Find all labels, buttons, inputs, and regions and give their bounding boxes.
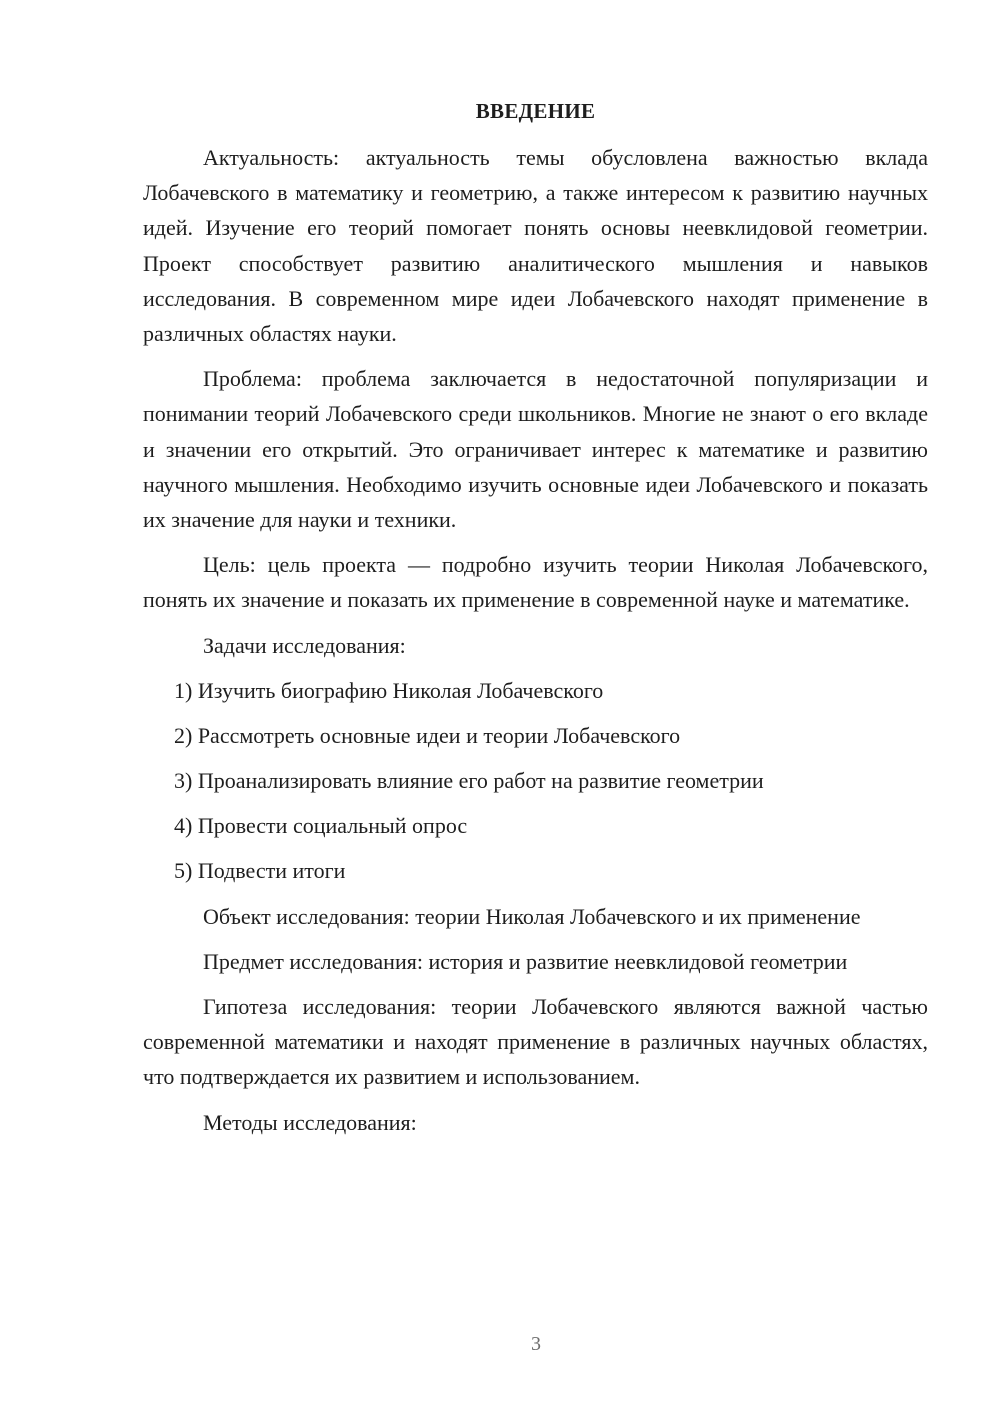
task-item: 1) Изучить биографию Николая Лобачевского xyxy=(174,677,604,703)
task-item: 5) Подвести итоги xyxy=(174,858,346,884)
relevance-paragraph: Актуальность: актуальность темы обусловлена важностью вклада Лобачевского в математику и геометрию, а также интересом к развитию научных идей. Изучение его теорий помогает понять основы неевклидовой геометрии. Проект способствует развитию аналитического мышления и навыков исследования. В современном мире идеи Лобачевского находят применение в различных областях науки. xyxy=(143,145,928,347)
goal-paragraph: Цель: цель проекта — подробно изучить теории Николая Лобачевского, понять их значение и показать их применение в современной науке и математике. xyxy=(143,552,928,613)
section-heading: ВВЕДЕНИЕ xyxy=(475,99,596,123)
task-item: 4) Провести социальный опрос xyxy=(174,813,468,839)
hypothesis-paragraph: Гипотеза исследования: теории Лобачевского являются важной частью современной математики и находят применение в различных научных областях, что подтверждается их развитием и использованием. xyxy=(143,993,928,1090)
tasks-list xyxy=(143,673,928,889)
methods-title: Методы исследования: xyxy=(203,1109,417,1135)
object-paragraph: Объект исследования: теории Николая Лобачевского и их применение xyxy=(203,903,861,929)
task-item: 2) Рассмотреть основные идеи и теории Лобачевского xyxy=(174,722,681,748)
tasks-title: Задачи исследования: xyxy=(203,632,406,658)
subject-paragraph: Предмет исследования: история и развитие неевклидовой геометрии xyxy=(203,948,848,974)
task-item: 3) Проанализировать влияние его работ на развитие геометрии xyxy=(174,768,764,794)
problem-paragraph: Проблема: проблема заключается в недостаточной популяризации и понимании теорий Лобачевского среди школьников. Многие не знают о его вкладе и значении его открытий. Это ограничивает интерес к математике и развитию научного мышления. Необходимо изучить основные идеи Лобачевского и показать их значение для науки и техники. xyxy=(143,366,928,533)
document-page xyxy=(143,96,928,1140)
page-number: 3 xyxy=(531,1333,541,1355)
